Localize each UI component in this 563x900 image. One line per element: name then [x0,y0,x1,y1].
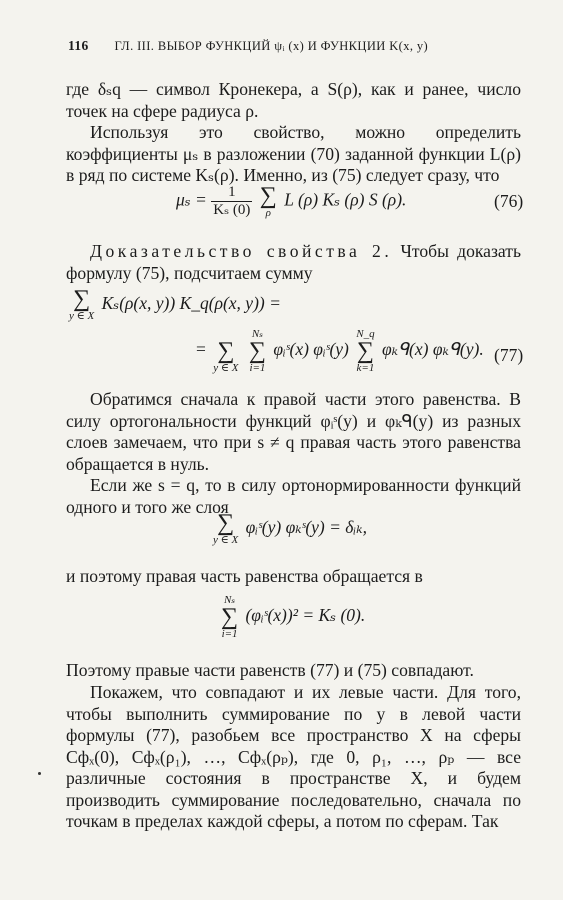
page-number: 116 [68,38,89,53]
equation-number-77: (77) [494,345,524,365]
sum-symbol: N_q ∑ k=1 [356,328,375,374]
eq76-rhs: L (ρ) Kₛ (ρ) S (ρ). [284,189,407,210]
running-title: ГЛ. III. ВЫБОР ФУНКЦИЙ ψᵢ (x) И ФУНКЦИИ K(x, y) [114,39,429,53]
margin-dot [38,772,41,775]
paragraph-text: Покажем, что совпадают и их левые части. Для того, чтобы выполнить суммирование по y в левой части формулы (77), разобьем все пространство X на сферы Сфₓ(0), Сфₓ(ρ₁), …, Сфₓ(ρₚ), где 0, ρ₁, …, ρₚ — все различные состояния в пространстве X, и будем производить суммирование последовательно, сначала по точкам в пределах каждой сферы, а потом по сферам. Так [66,682,521,831]
orthonormality-body: φᵢˢ(y) φₖˢ(y) = δᵢₖ, [245,517,367,538]
equation-orthonormality [210,512,367,546]
equation-norm [218,594,365,640]
sum-lower-limit: i=1 [249,362,266,374]
paragraph-text: Если же s = q, то в силу ортонормированности функций одного и того же слоя [66,475,521,517]
fraction-denominator: Kₛ (0) [213,202,251,218]
eq77-end-term: φₖᑫ(x) φₖᑫ(y). [381,339,484,360]
paragraph-text: где δₛq — символ Кронекера, а S(ρ), как и ранее, число точек на сфере радиуса ρ. [66,79,521,121]
proof-heading: Доказательство свойства 2. [90,241,393,261]
eq77-line1-body: Kₛ(ρ(x, y)) K_q(ρ(x, y)) = [101,293,281,314]
sum-upper-limit: Nₛ [251,328,263,340]
sum-lower-limit: y ∈ X [213,362,239,374]
paragraph-text: и поэтому правая часть равенства обращается в [66,566,423,586]
equation-76 [176,184,406,219]
paragraph-text: Используя это свойство, можно определить коэффициенты μₛ в разложении (70) заданной функции L(ρ) в ряд по системе Kₛ(ρ). Именно, из (75) следует сразу, что [66,122,521,185]
fraction-numerator: 1 [211,184,252,202]
sum-symbol: ∑ y ∈ X [213,510,239,546]
sum-symbol: ∑ ρ [259,182,277,219]
norm-body: (φᵢˢ(x))² = Kₛ (0). [245,605,366,626]
eq77-mid-term: φᵢˢ(x) φᵢˢ(y) [273,339,349,360]
paragraph-coincide [66,660,521,682]
paragraph-coefficients [66,122,521,187]
sum-lower-limit: y ∈ X [69,310,95,322]
sum-lower-limit: k=1 [356,362,375,374]
eq76-fraction [211,184,252,219]
sum-symbol: Nₛ ∑ i=1 [248,328,266,374]
paragraph-proof [66,241,521,284]
sum-symbol: ∑ y ∈ X [213,338,239,374]
paragraph-left-parts [66,682,521,833]
eq76-lhs: μₛ = [176,189,207,210]
paragraph-text: Поэтому правые части равенств (77) и (75) совпадают. [66,660,474,680]
sum-symbol: Nₛ ∑ i=1 [221,594,239,640]
paragraph-orthogonality [66,389,521,475]
sum-lower-limit: i=1 [221,628,238,640]
eq77-equals: = [196,339,206,360]
paragraph-kronecker [66,79,521,122]
running-header [68,38,508,54]
sum-lower-limit: y ∈ X [213,534,239,546]
equation-77-line2 [196,328,484,374]
equation-77-line1 [66,288,281,322]
paragraph-text: Чтобы доказать формулу (75), подсчитаем сумму [66,241,521,283]
sum-lower-limit: ρ [265,206,271,219]
sum-upper-limit: Nₛ [224,594,236,606]
sum-symbol: ∑ y ∈ X [69,286,95,322]
equation-number-76: (76) [494,191,524,211]
paragraph-becomes [66,566,521,588]
sum-upper-limit: N_q [356,328,375,340]
paragraph-text: Обратимся сначала к правой части этого равенства. В силу ортогональности функций φᵢˢ(y) и φₖᑫ(y) из разных слоев замечаем, что при s ≠ q правая часть этого равенства обращается в нуль. [66,389,521,474]
